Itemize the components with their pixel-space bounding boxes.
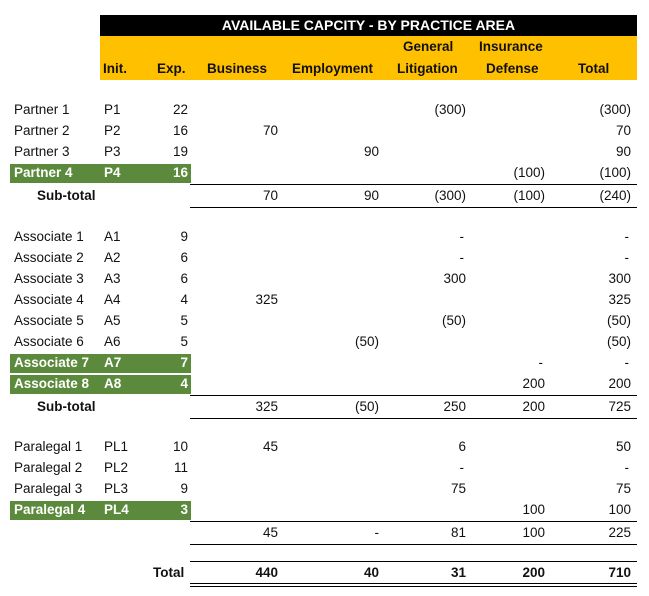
- partner-total-2: 90: [615, 144, 631, 159]
- grand-total-total: 710: [608, 565, 631, 580]
- grand-total-business: 440: [255, 565, 278, 580]
- partner-exp-3: 16: [172, 165, 188, 180]
- associates-subtotal-business: 325: [255, 399, 278, 414]
- paralegal-name-3: Paralegal 4: [14, 502, 86, 517]
- paralegal-litigation-0: 6: [458, 439, 466, 454]
- header-insurance-line1: Insurance: [479, 39, 543, 54]
- associate-total-3: 325: [608, 292, 631, 307]
- associate-exp-3: 4: [180, 292, 188, 307]
- associate-name-1: Associate 2: [14, 250, 84, 265]
- paralegal-exp-2: 9: [180, 481, 188, 496]
- grand-total-insurance: 200: [522, 565, 545, 580]
- partner-litigation-0: (300): [434, 102, 466, 117]
- partners-subtotal-insurance: (100): [513, 188, 545, 203]
- paralegal-name-2: Paralegal 3: [14, 481, 83, 496]
- paralegals-subtotal-business: 45: [262, 525, 278, 540]
- header-litigation-line1: General: [403, 39, 454, 54]
- rule-line: [190, 561, 637, 562]
- associates-subtotal-insurance: 200: [522, 399, 545, 414]
- partner-exp-1: 16: [172, 123, 188, 138]
- paralegal-exp-3: 3: [180, 502, 188, 517]
- associate-exp-1: 6: [180, 250, 188, 265]
- paralegal-business-0: 45: [262, 439, 278, 454]
- paralegal-init-2: PL3: [104, 481, 129, 496]
- associate-litigation-1: -: [459, 250, 464, 265]
- associate-litigation-4: (50): [441, 313, 466, 328]
- double-rule: [190, 583, 637, 587]
- partners-subtotal-litigation: (300): [434, 188, 466, 203]
- partner-exp-2: 19: [172, 144, 188, 159]
- paralegal-total-0: 50: [615, 439, 631, 454]
- associate-init-2: A3: [104, 271, 121, 286]
- paralegal-init-0: PL1: [104, 439, 129, 454]
- associate-insurance-7: 200: [522, 376, 545, 391]
- partner-name-1: Partner 2: [14, 123, 70, 138]
- associate-litigation-2: 300: [443, 271, 466, 286]
- associate-init-5: A6: [104, 334, 121, 349]
- paralegals-subtotal-litigation: 81: [450, 525, 466, 540]
- partner-name-2: Partner 3: [14, 144, 70, 159]
- associate-name-3: Associate 4: [14, 292, 84, 307]
- associate-init-0: A1: [104, 229, 121, 244]
- associate-name-4: Associate 5: [14, 313, 84, 328]
- rule-line: [190, 184, 637, 185]
- associate-business-3: 325: [255, 292, 278, 307]
- associate-init-6: A7: [104, 355, 122, 370]
- associate-total-0: -: [624, 229, 629, 244]
- paralegal-insurance-3: 100: [522, 502, 545, 517]
- paralegal-init-1: PL2: [104, 460, 129, 475]
- paralegal-exp-0: 10: [172, 439, 188, 454]
- partner-total-3: (100): [599, 165, 631, 180]
- associate-name-2: Associate 3: [14, 271, 84, 286]
- associate-name-5: Associate 6: [14, 334, 84, 349]
- paralegal-total-3: 100: [608, 502, 631, 517]
- associates-subtotal-label: Sub-total: [37, 399, 96, 414]
- associate-name-6: Associate 7: [14, 355, 90, 370]
- grand-total-employment: 40: [363, 565, 379, 580]
- partner-init-3: P4: [104, 165, 121, 180]
- grand-total-label: Total: [153, 565, 185, 580]
- partner-total-0: (300): [599, 102, 631, 117]
- header-employment: Employment: [292, 61, 374, 76]
- associate-init-1: A2: [104, 250, 121, 265]
- partners-subtotal-employment: 90: [363, 188, 379, 203]
- associate-init-4: A5: [104, 313, 121, 328]
- grand-total-litigation: 31: [450, 565, 466, 580]
- associate-litigation-0: -: [459, 229, 464, 244]
- paralegals-subtotal-insurance: 100: [522, 525, 545, 540]
- associate-total-7: 200: [608, 376, 631, 391]
- partner-business-1: 70: [262, 123, 278, 138]
- header-exp: Exp.: [157, 61, 186, 76]
- partners-subtotal-total: (240): [599, 188, 631, 203]
- partners-subtotal-label: Sub-total: [37, 188, 96, 203]
- rule-line: [190, 521, 637, 522]
- associate-total-1: -: [624, 250, 629, 265]
- partner-total-1: 70: [615, 123, 631, 138]
- paralegal-exp-1: 11: [173, 460, 188, 475]
- partner-name-0: Partner 1: [14, 102, 70, 117]
- associates-subtotal-employment: (50): [354, 399, 379, 414]
- partner-init-2: P3: [104, 144, 121, 159]
- paralegal-name-0: Paralegal 1: [14, 439, 83, 454]
- paralegal-name-1: Paralegal 2: [14, 460, 83, 475]
- associate-name-0: Associate 1: [14, 229, 84, 244]
- header-total: Total: [578, 61, 610, 76]
- associate-total-6: -: [624, 355, 629, 370]
- partner-exp-0: 22: [172, 102, 188, 117]
- paralegals-subtotal-total: 225: [608, 525, 631, 540]
- associate-exp-4: 5: [180, 313, 188, 328]
- partner-init-1: P2: [104, 123, 121, 138]
- associates-subtotal-litigation: 250: [443, 399, 466, 414]
- rule-line: [190, 418, 637, 419]
- paralegal-init-3: PL4: [104, 502, 129, 517]
- associate-init-3: A4: [104, 292, 121, 307]
- header-init: Init.: [103, 61, 127, 76]
- paralegals-subtotal-employment: -: [374, 525, 379, 540]
- associate-insurance-6: -: [538, 355, 543, 370]
- paralegal-total-2: 75: [615, 481, 631, 496]
- associate-total-2: 300: [608, 271, 631, 286]
- associate-total-4: (50): [606, 313, 631, 328]
- associate-total-5: (50): [606, 334, 631, 349]
- header-business: Business: [207, 61, 268, 76]
- partner-init-0: P1: [104, 102, 121, 117]
- associate-init-7: A8: [104, 376, 122, 391]
- paralegal-total-1: -: [624, 460, 629, 475]
- paralegal-litigation-2: 75: [450, 481, 466, 496]
- header-litigation-line2: Litigation: [397, 61, 458, 76]
- partner-employment-2: 90: [363, 144, 379, 159]
- associate-exp-0: 9: [180, 229, 188, 244]
- associate-exp-5: 5: [180, 334, 188, 349]
- associate-exp-2: 6: [180, 271, 188, 286]
- header-insurance-line2: Defense: [486, 61, 539, 76]
- associates-subtotal-total: 725: [608, 399, 631, 414]
- paralegal-litigation-1: -: [459, 460, 464, 475]
- rule-line: [190, 207, 637, 208]
- partner-name-3: Partner 4: [14, 165, 73, 180]
- rule-line: [190, 544, 637, 545]
- associate-exp-7: 4: [180, 376, 188, 391]
- associate-name-7: Associate 8: [14, 376, 90, 391]
- associate-employment-5: (50): [354, 334, 379, 349]
- table-title: AVAILABLE CAPCITY - BY PRACTICE AREA: [100, 15, 637, 36]
- partners-subtotal-business: 70: [262, 188, 278, 203]
- rule-line: [190, 395, 637, 396]
- partner-insurance-3: (100): [513, 165, 545, 180]
- associate-exp-6: 7: [180, 355, 188, 370]
